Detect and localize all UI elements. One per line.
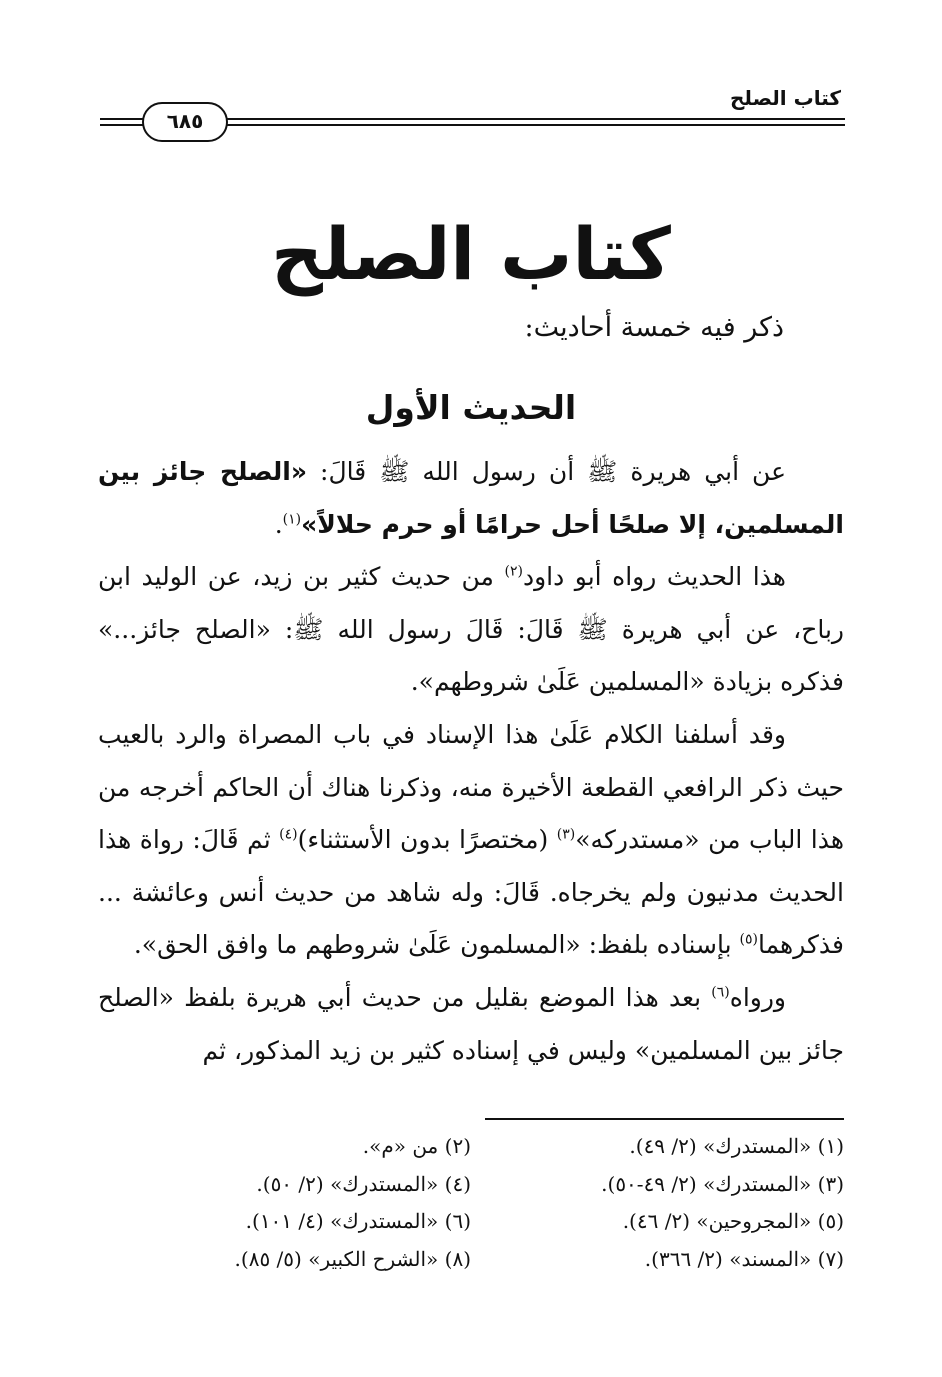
paragraph-3: [98, 709, 844, 972]
paragraph-4-text: ورواه: [729, 982, 786, 1012]
footnote-ref-4: (٤): [279, 826, 298, 843]
footnote-rule: [485, 1118, 844, 1120]
paragraph-3-text: وقد أسلفنا الكلام عَلَىٰ هذا الإسناد في باب المصراة والرد بالعيب حيث ذكر الرافعي القطعة الأخيرة منه، وذكرنا هناك أن الحاكم أخرجه من هذا الباب من «مستدركه»: [98, 719, 845, 855]
paragraph-2-text-cont: من حديث كثير بن زيد، عن الوليد ابن رباح، عن أبي هريرة ﷺ قَالَ: قَالَ رسول الله ﷺ: «الصلح جائز...» فذكره بزيادة «المسلمين عَلَىٰ شروطهم».: [98, 562, 844, 697]
footnote-ref-3: (٣): [556, 826, 576, 843]
hadith-quote: «الصلح جائز بين المسلمين، إلا صلحًا أحل حرامًا أو حرم حلالاً»: [98, 457, 844, 539]
footnote-5: (٥) «المجروحين» (٢/ ٤٦).: [622, 1209, 844, 1233]
paragraph-1-end: .: [274, 509, 283, 539]
page-header: [100, 82, 845, 142]
paragraph-3-text-c: ثم قَالَ: رواة هذا الحديث مدنيون ولم يخرجاه. قَالَ: وله شاهد من حديث أنس وعائشة ... فذكرهما: [98, 825, 844, 960]
footnote-2: (٢) من «م».: [362, 1134, 471, 1158]
footnote-row: [98, 1166, 844, 1204]
body-text: [98, 446, 844, 1077]
footnote-ref-5: (٥): [739, 932, 758, 949]
hadith-heading: الحديث الأول: [365, 388, 577, 427]
footnote-row: [98, 1128, 844, 1166]
intro-line: ذكر فيه خمسة أحاديث:: [524, 312, 784, 343]
paragraph-4: [98, 972, 844, 1077]
footnote-3: (٣) «المستدرك» (٢/ ٤٩-٥٠).: [601, 1171, 844, 1196]
footnotes: [98, 1128, 844, 1278]
paragraph-4-text-cont: بعد هذا الموضع بقليل من حديث أبي هريرة بلفظ «الصلح جائز بين المسلمين» وليس في إسناده كثير بن زيد المذكور، ثم: [98, 982, 844, 1065]
footnote-ref-2: (٢): [504, 563, 523, 580]
footnote-1: (١) «المستدرك» (٢/ ٤٩).: [629, 1134, 844, 1158]
footnote-4: (٤) «المستدرك» (٢/ ٥٠).: [256, 1171, 471, 1196]
footnote-6: (٦) «المستدرك» (٤/ ١٠١).: [245, 1209, 471, 1233]
paragraph-1-text: عن أبي هريرة ﷺ أن رسول الله ﷺ قَالَ:: [306, 457, 786, 486]
footnote-8: (٨) «الشرح الكبير» (٥/ ٨٥).: [234, 1246, 471, 1271]
paragraph-2-text: هذا الحديث رواه أبو داود: [522, 562, 786, 592]
paragraph-3-text-b: (مختصرًا بدون الأستثناء): [297, 825, 557, 855]
footnote-row: [98, 1203, 844, 1241]
book-title: كتاب الصلح: [271, 212, 671, 296]
footnote-ref-6: (٦): [711, 984, 730, 1001]
running-title: كتاب الصلح: [729, 86, 841, 110]
footnote-row: [98, 1241, 844, 1279]
paragraph-1: [98, 446, 844, 551]
page-number: ٦٨٥: [142, 102, 228, 142]
footnote-ref-1: (١): [282, 511, 302, 528]
paragraph-3-text-d: بإسناده بلفظ: «المسلمون عَلَىٰ شروطهم ما وافق الحق».: [133, 930, 740, 960]
paragraph-2: [98, 551, 844, 709]
footnote-7: (٧) «المسند» (٢/ ٣٦٦).: [644, 1246, 844, 1271]
